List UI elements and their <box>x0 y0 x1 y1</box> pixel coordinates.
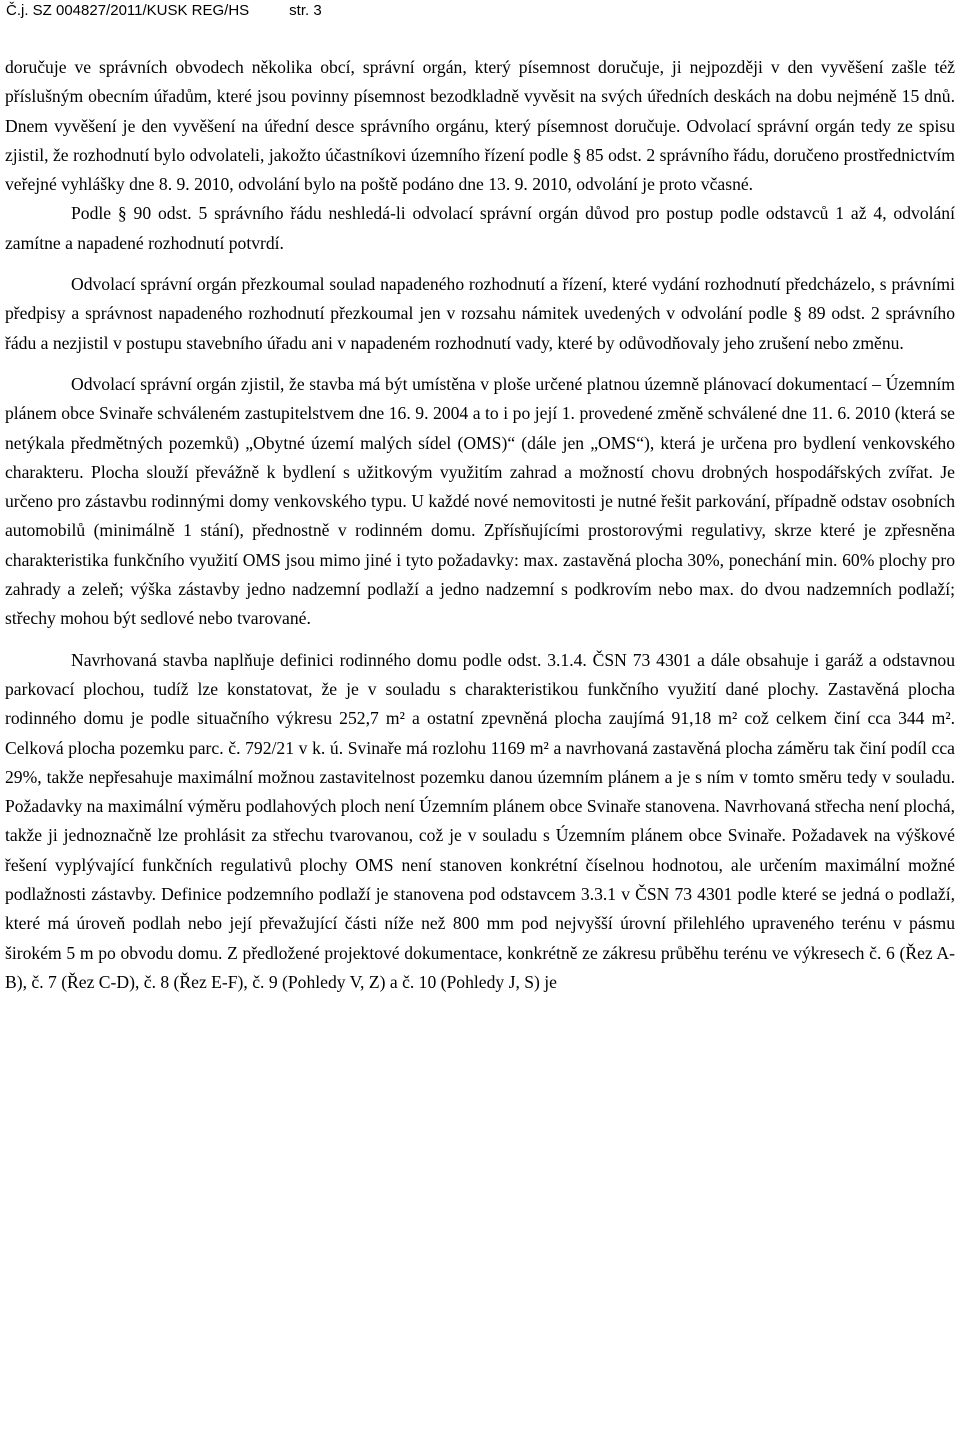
paragraph: Podle § 90 odst. 5 správního řádu neshledá-li odvolací správní orgán důvod pro postup podle odstavců 1 až 4, odvolání zamítne a napadené rozhodnutí potvrdí. <box>5 203 955 253</box>
page-header <box>6 0 322 22</box>
paragraph: Odvolací správní orgán zjistil, že stavba má být umístěna v ploše určené platnou územně plánovací dokumentací – Územním plánem obce Svinaře schváleném zastupitelstvem dne 16. 9. 2004 a to i po její 1. provedené změně schválené dne 11. 6. 2010 (která se netýkala předmětných pozemků) „Obytné území malých sídel (OMS)“ (dále jen „OMS“), která je určena pro bydlení venkovského charakteru. Plocha slouží převážně k bydlení s užitkovým využitím zahrad a možností chovu drobných hospodářských zvířat. Je určeno pro zástavbu rodinnými domy venkovského typu. U každé nové nemovitosti je nutné řešit parkování, případně odstav osobních automobilů (minimálně 1 stání), přednostně v rodinném domu. Zpřísňujícími prostorovými regulativy, skrze které je zpřesněna charakteristika funkčního využití OMS jsou mimo jiné i tyto požadavky: max. zastavěná plocha 30%, ponechání min. 60% plochy pro zahrady a zeleň; výška zástavby jedno nadzemní podlaží a jedno nadzemní s podkrovím nebo max. do dvou nadzemních podlaží; střechy mohou být sedlové nebo tvarované. <box>5 373 955 629</box>
reference-number: Č.j. SZ 004827/2011/KUSK REG/HS <box>6 2 250 19</box>
paragraph: Navrhovaná stavba naplňuje definici rodinného domu podle odst. 3.1.4. ČSN 73 4301 a dále obsahuje i garáž a odstavnou parkovací plochou, tudíž lze konstatovat, že je v souladu s charakteristikou funkčního využití dané plochy. Zastavěná plocha rodinného domu je podle situačního výkresu 252,7 m² a ostatní zpevněná plocha zaujímá 91,18 m² což celkem činí cca 344 m². Celková plocha pozemku parc. č. 792/21 v k. ú. Svinaře má rozlohu 1169 m² a navrhovaná zastavěná plocha záměru tak činí podíl cca 29%, takže nepřesahuje maximální možnou zastavitelnost pozemku danou územním plánem a je s ním v tomto směru tedy v souladu. Požadavky na maximální výměru podlahových ploch není Územním plánem obce Svinaře stanovena. Navrhovaná střecha není plochá, takže ji jednoznačně lze prohlásit za střechu tvarovanou, což je v souladu s Územním plánem obce Svinaře. Požadavek na výškové řešení vyplývající funkčních regulativů plochy OMS není stanoven konkrétní číselnou hodnotou, ale určením maximální možné podlažnosti zástavby. Definice podzemního podlaží je stanovena pod odstavcem 3.3.1 v ČSN 73 4301 podle které se jedná o podlaží, které má úroveň podlah nebo její převažující části níže než 800 mm pod nejvyšší úrovní přilehlého upraveného terénu v pásmu širokém 5 m po obvodu domu. Z předložené projektové dokumentace, konkrétně ze zákresu průběhu terénu ve výkresech č. 6 (Řez A-B), č. 7 (Řez C-D), č. 8 (Řez E-F), č. 9 (Pohledy V, Z) a č. 10 (Pohledy J, S) je <box>5 649 955 992</box>
document-body <box>5 53 955 997</box>
paragraph: doručuje ve správních obvodech několika obcí, správní orgán, který písemnost doručuje, ji nejpozději v den vyvěšení zašle též příslušným obecním úřadům, které jsou povinny písemnost bezodkladně vyvěsit na svých úředních deskách na dobu nejméně 15 dnů. Dnem vyvěšení je den vyvěšení na úřední desce správního orgánu, který písemnost doručuje. Odvolací správní orgán tedy ze spisu zjistil, že rozhodnutí bylo odvolateli, jakožto účastníkovi územního řízení podle § 85 odst. 2 správního řádu, doručeno prostřednictvím veřejné vyhlášky dne 8. 9. 2010, odvolání bylo na poště podáno dne 13. 9. 2010, odvolání je proto včasné. <box>5 57 955 195</box>
paragraph: Odvolací správní orgán přezkoumal soulad napadeného rozhodnutí a řízení, které vydání rozhodnutí předcházelo, s právními předpisy a správnost napadeného rozhodnutí přezkoumal jen v rozsahu námitek uvedených v odvolání podle § 89 odst. 2 správního řádu a nezjistil v postupu stavebního úřadu ani v napadeném rozhodnutí vady, které by odůvodňovaly jeho zrušení nebo změnu. <box>5 274 955 353</box>
page-number: str. 3 <box>289 2 322 19</box>
